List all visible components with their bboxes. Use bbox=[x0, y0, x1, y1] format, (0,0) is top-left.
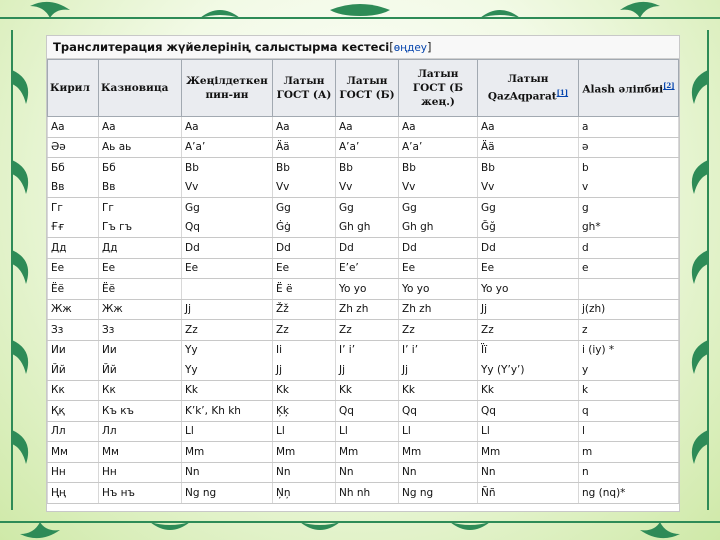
table-cell: Zh zh bbox=[399, 299, 478, 320]
table-cell: Kk bbox=[478, 380, 579, 401]
table-cell: I’ i’ bbox=[336, 340, 399, 360]
table-cell: Жж bbox=[48, 299, 99, 320]
table-row bbox=[48, 483, 679, 504]
table-cell: Qq bbox=[478, 401, 579, 422]
table-cell: ә bbox=[579, 137, 679, 158]
table-cell: Ее bbox=[99, 258, 182, 279]
table-cell: Bb bbox=[273, 158, 336, 178]
table-cell: Вв bbox=[99, 178, 182, 198]
table-row bbox=[48, 198, 679, 218]
table-cell: Дд bbox=[48, 238, 99, 259]
table-cell: Dd bbox=[399, 238, 478, 259]
edit-link[interactable]: өңдеу bbox=[393, 42, 427, 54]
header-cell: Казновица bbox=[99, 60, 182, 117]
table-cell bbox=[182, 279, 273, 300]
table-cell: Әә bbox=[48, 137, 99, 158]
table-cell: Ғғ bbox=[48, 218, 99, 238]
table-cell: Ее bbox=[48, 258, 99, 279]
table-cell: Aa bbox=[336, 117, 399, 138]
table-row bbox=[48, 258, 679, 279]
ref-link[interactable]: [1] bbox=[556, 88, 569, 98]
table-cell: l bbox=[579, 421, 679, 442]
table-cell: Nn bbox=[182, 462, 273, 483]
table-cell: Yy bbox=[182, 340, 273, 360]
table-cell: Аа bbox=[48, 117, 99, 138]
table-cell: Vv bbox=[273, 178, 336, 198]
table-cell: Вв bbox=[48, 178, 99, 198]
table-cell: Аь аь bbox=[99, 137, 182, 158]
table-row bbox=[48, 218, 679, 238]
table-cell: Йй bbox=[99, 360, 182, 380]
table-cell: Mm bbox=[399, 442, 478, 463]
table-cell: Ii bbox=[273, 340, 336, 360]
table-title: Транслитерация жүйелерінің салыстырма кестесі bbox=[53, 40, 390, 54]
table-cell: Zh zh bbox=[336, 299, 399, 320]
table-cell: A’a’ bbox=[399, 137, 478, 158]
table-cell: Гг bbox=[99, 198, 182, 218]
table-row bbox=[48, 137, 679, 158]
table-cell: Qq bbox=[182, 218, 273, 238]
table-cell: Ee bbox=[273, 258, 336, 279]
table-cell: Ng ng bbox=[182, 483, 273, 504]
table-cell: Gg bbox=[182, 198, 273, 218]
table-cell: gh* bbox=[579, 218, 679, 238]
table-cell: Гъ гъ bbox=[99, 218, 182, 238]
table-cell: d bbox=[579, 238, 679, 259]
header-cell: Жеңілдеткен пин-ин bbox=[182, 60, 273, 117]
table-cell: Zz bbox=[273, 320, 336, 341]
table-cell: b bbox=[579, 158, 679, 178]
table-row bbox=[48, 238, 679, 259]
table-caption: Транслитерация жүйелерінің салыстырма кестесі[өңдеу] bbox=[47, 36, 679, 59]
table-cell: Aa bbox=[478, 117, 579, 138]
table-cell: Gh gh bbox=[399, 218, 478, 238]
table-cell: Zz bbox=[399, 320, 478, 341]
table-cell: a bbox=[579, 117, 679, 138]
table-cell: v bbox=[579, 178, 679, 198]
table-cell: Mm bbox=[336, 442, 399, 463]
table-cell: Ёё bbox=[99, 279, 182, 300]
table-cell: Yo yo bbox=[399, 279, 478, 300]
table-cell: Ll bbox=[336, 421, 399, 442]
table-cell: Ññ bbox=[478, 483, 579, 504]
table-cell: m bbox=[579, 442, 679, 463]
table-cell: Aa bbox=[399, 117, 478, 138]
table-cell: Aa bbox=[182, 117, 273, 138]
table-cell: Жж bbox=[99, 299, 182, 320]
table-cell: Ll bbox=[399, 421, 478, 442]
table-cell: Ll bbox=[478, 421, 579, 442]
table-cell: Зз bbox=[99, 320, 182, 341]
table-cell: Nn bbox=[478, 462, 579, 483]
table-cell: Йй bbox=[48, 360, 99, 380]
table-cell: Лл bbox=[48, 421, 99, 442]
table-cell: Дд bbox=[99, 238, 182, 259]
table-row bbox=[48, 299, 679, 320]
table-cell: Ng ng bbox=[399, 483, 478, 504]
table-cell: Vv bbox=[399, 178, 478, 198]
table-cell: Ġġ bbox=[273, 218, 336, 238]
table-cell: Лл bbox=[99, 421, 182, 442]
table-cell: e bbox=[579, 258, 679, 279]
table-cell: Ии bbox=[48, 340, 99, 360]
table-cell: Dd bbox=[478, 238, 579, 259]
table-row bbox=[48, 320, 679, 341]
table-cell: Dd bbox=[273, 238, 336, 259]
table-cell: Бб bbox=[48, 158, 99, 178]
table-row bbox=[48, 279, 679, 300]
table-cell: Zz bbox=[336, 320, 399, 341]
table-cell: Зз bbox=[48, 320, 99, 341]
table-cell: Zz bbox=[478, 320, 579, 341]
table-cell: Jj bbox=[399, 360, 478, 380]
table-row bbox=[48, 421, 679, 442]
table-cell: Мм bbox=[48, 442, 99, 463]
table-cell: Bb bbox=[182, 158, 273, 178]
ref-link[interactable]: [2] bbox=[663, 81, 675, 91]
table-cell: Bb bbox=[478, 158, 579, 178]
table-cell: Бб bbox=[99, 158, 182, 178]
table-cell: Mm bbox=[182, 442, 273, 463]
table-cell: Ңң bbox=[48, 483, 99, 504]
table-row bbox=[48, 158, 679, 178]
table-cell: Мм bbox=[99, 442, 182, 463]
table-cell: Gh gh bbox=[336, 218, 399, 238]
table-cell: Ë ë bbox=[273, 279, 336, 300]
table-cell: Ll bbox=[182, 421, 273, 442]
header-row bbox=[48, 60, 679, 117]
table-cell: Zz bbox=[182, 320, 273, 341]
header-cell: Alash әліпбиі[2] bbox=[579, 60, 679, 117]
comparison-table-panel bbox=[46, 35, 680, 512]
table-cell: Ää bbox=[478, 137, 579, 158]
table-cell: i (iy) * bbox=[579, 340, 679, 360]
table-cell: Къ къ bbox=[99, 401, 182, 422]
table-cell: Jj bbox=[336, 360, 399, 380]
table-cell: Kk bbox=[273, 380, 336, 401]
table-cell: Аа bbox=[99, 117, 182, 138]
table-cell: Ии bbox=[99, 340, 182, 360]
table-row bbox=[48, 442, 679, 463]
table-cell: Kk bbox=[399, 380, 478, 401]
table-cell bbox=[579, 279, 679, 300]
table-cell: Qq bbox=[336, 401, 399, 422]
table-row bbox=[48, 380, 679, 401]
table-cell: j(zh) bbox=[579, 299, 679, 320]
table-cell: Nn bbox=[399, 462, 478, 483]
table-cell: Nh nh bbox=[336, 483, 399, 504]
table-cell: Кк bbox=[48, 380, 99, 401]
table-cell: Ll bbox=[273, 421, 336, 442]
table-cell: Ää bbox=[273, 137, 336, 158]
table-cell: Kk bbox=[182, 380, 273, 401]
table-cell: E’e’ bbox=[336, 258, 399, 279]
table-cell: Jj bbox=[478, 299, 579, 320]
table-cell: Mm bbox=[478, 442, 579, 463]
table-cell: Gg bbox=[336, 198, 399, 218]
table-cell: Dd bbox=[336, 238, 399, 259]
table-cell: n bbox=[579, 462, 679, 483]
table-cell: Aa bbox=[273, 117, 336, 138]
table-cell: A’a’ bbox=[182, 137, 273, 158]
table-cell: Ққ bbox=[48, 401, 99, 422]
table-row bbox=[48, 360, 679, 380]
table-cell: Vv bbox=[478, 178, 579, 198]
table-cell: Mm bbox=[273, 442, 336, 463]
header-cell: Латын ГОСТ (А) bbox=[273, 60, 336, 117]
header-cell: Латын ГОСТ (Б) bbox=[336, 60, 399, 117]
table-cell: Gg bbox=[399, 198, 478, 218]
table-cell: Jj bbox=[273, 360, 336, 380]
table-cell: Bb bbox=[336, 158, 399, 178]
table-cell: Ņņ bbox=[273, 483, 336, 504]
table-cell: Gg bbox=[273, 198, 336, 218]
table-cell: q bbox=[579, 401, 679, 422]
table-cell: z bbox=[579, 320, 679, 341]
table-cell: I’ i’ bbox=[399, 340, 478, 360]
table-cell: Žž bbox=[273, 299, 336, 320]
table-cell: Yy bbox=[182, 360, 273, 380]
table-row bbox=[48, 178, 679, 198]
table-cell: Vv bbox=[182, 178, 273, 198]
table-cell: Кк bbox=[99, 380, 182, 401]
table-cell: Нн bbox=[48, 462, 99, 483]
table-cell: A’a’ bbox=[336, 137, 399, 158]
table-row bbox=[48, 462, 679, 483]
table-cell: Ee bbox=[478, 258, 579, 279]
table-cell: Ķķ bbox=[273, 401, 336, 422]
table-cell: Гг bbox=[48, 198, 99, 218]
table-cell: Bb bbox=[399, 158, 478, 178]
table-cell: Ee bbox=[399, 258, 478, 279]
table-cell: Нн bbox=[99, 462, 182, 483]
ornament-border-left bbox=[0, 30, 40, 510]
table-row bbox=[48, 117, 679, 138]
table-cell: Gg bbox=[478, 198, 579, 218]
table-cell: Yo yo bbox=[478, 279, 579, 300]
table-cell: Vv bbox=[336, 178, 399, 198]
table-cell: Dd bbox=[182, 238, 273, 259]
table-cell: Ёё bbox=[48, 279, 99, 300]
header-cell: Латын QazAqparat[1] bbox=[478, 60, 579, 117]
transliteration-table bbox=[47, 59, 679, 504]
table-cell: ng (nq)* bbox=[579, 483, 679, 504]
table-cell: Qq bbox=[399, 401, 478, 422]
header-cell: Латын ГОСТ (Б жең.) bbox=[399, 60, 478, 117]
table-cell: Kk bbox=[336, 380, 399, 401]
table-row bbox=[48, 340, 679, 360]
table-cell: Ğğ bbox=[478, 218, 579, 238]
ornament-border-bottom bbox=[0, 510, 720, 540]
header-cell: Кирил bbox=[48, 60, 99, 117]
table-cell: K’k’, Kh kh bbox=[182, 401, 273, 422]
table-cell: y bbox=[579, 360, 679, 380]
table-cell: Ee bbox=[182, 258, 273, 279]
ornament-border-right bbox=[680, 30, 720, 510]
table-cell: Nn bbox=[336, 462, 399, 483]
table-cell: Yy (Y’y’) bbox=[478, 360, 579, 380]
table-cell: Jj bbox=[182, 299, 273, 320]
table-cell: k bbox=[579, 380, 679, 401]
table-cell: Yo yo bbox=[336, 279, 399, 300]
table-cell: g bbox=[579, 198, 679, 218]
table-row bbox=[48, 401, 679, 422]
table-cell: Nn bbox=[273, 462, 336, 483]
table-body bbox=[48, 117, 679, 504]
table-cell: Нъ нъ bbox=[99, 483, 182, 504]
table-cell: Ïï bbox=[478, 340, 579, 360]
ornament-border-top bbox=[0, 0, 720, 30]
